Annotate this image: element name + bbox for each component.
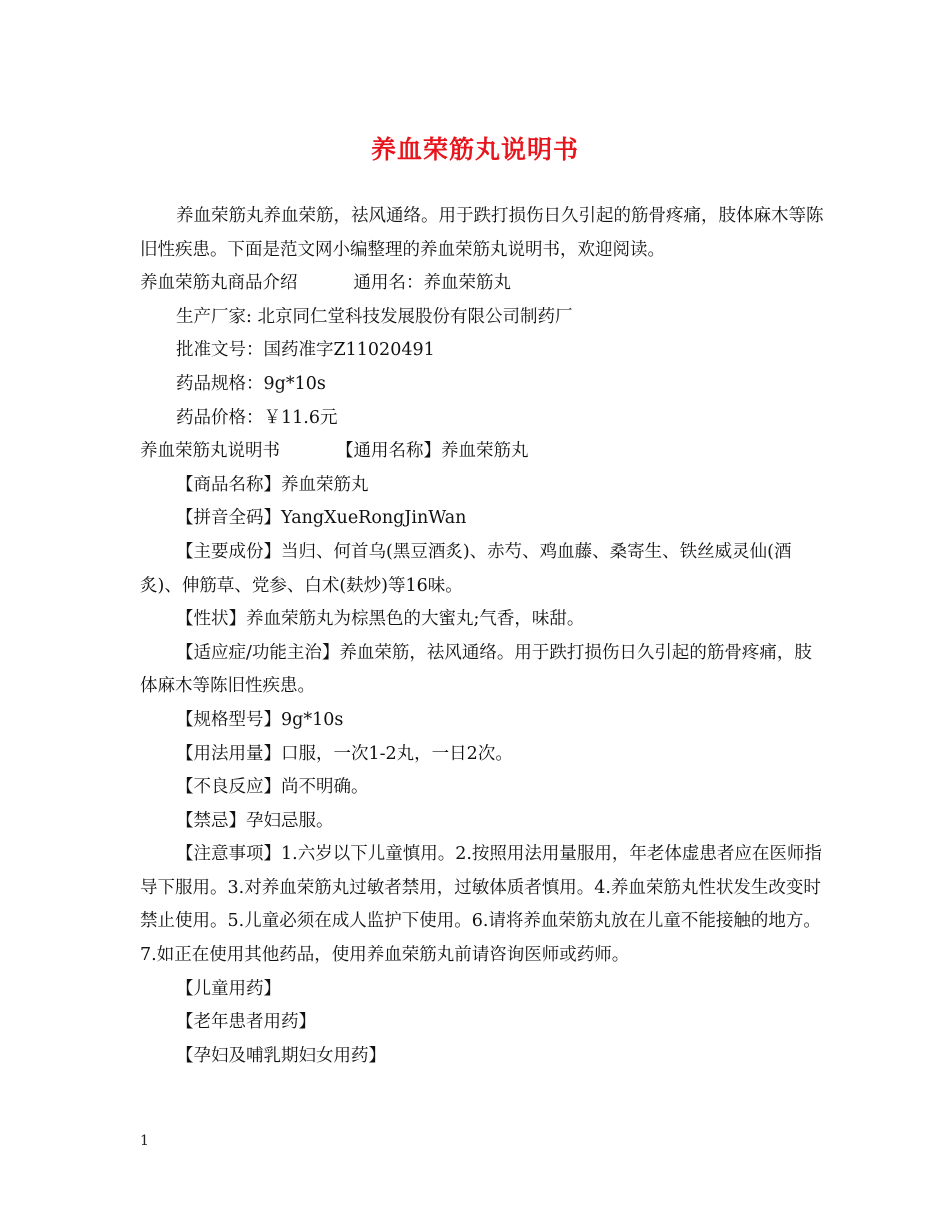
product-intro-item: 生产厂家: 北京同仁堂科技发展股份有限公司制药厂 <box>176 306 573 327</box>
manual-item: 【老年患者用药】 <box>176 1012 316 1033</box>
manual-item: 【不良反应】尚不明确。 <box>176 777 369 798</box>
document-body <box>140 200 824 1073</box>
manual-first-item: 【通用名称】养血荣筋丸 <box>336 441 529 462</box>
manual-item: 【儿童用药】 <box>176 978 281 999</box>
manual-item: 【禁忌】孕妇忌服。 <box>176 810 334 831</box>
manual-item: 【拼音全码】YangXueRongJinWan <box>176 508 467 529</box>
product-intro-line <box>140 267 824 301</box>
product-intro-item: 批准文号：国药准字Z11020491 <box>176 340 435 361</box>
product-intro-heading: 养血荣筋丸商品介绍 <box>140 273 298 294</box>
intro-paragraph: 养血荣筋丸养血荣筋，祛风通络。用于跌打损伤日久引起的筋骨疼痛，肢体麻木等陈旧性疾患。下面是范文网小编整理的养血荣筋丸说明书，欢迎阅读。 <box>140 206 824 260</box>
manual-item: 【孕妇及哺乳期妇女用药】 <box>176 1045 386 1066</box>
manual-item: 【注意事项】1.六岁以下儿童慎用。2.按照用法用量服用，年老体虚患者应在医师指导下服用。3.对养血荣筋丸过敏者禁用，过敏体质者慎用。4.养血荣筋丸性状发生改变时禁止使用。5.儿童必须在成人监护下使用。6.请将养血荣筋丸放在儿童不能接触的地方。7.如正在使用其他药品，使用养血荣筋丸前请咨询医师或药师。 <box>140 844 822 966</box>
product-intro-first-item: 通用名：养血荣筋丸 <box>353 273 511 294</box>
manual-item: 【用法用量】口服，一次1-2丸，一日2次。 <box>176 743 513 764</box>
manual-line <box>140 435 824 469</box>
product-intro-item: 药品价格：￥11.6元 <box>176 407 338 428</box>
manual-item: 【性状】养血荣筋丸为棕黑色的大蜜丸;气香，味甜。 <box>176 609 585 630</box>
manual-item: 【主要成份】当归、何首乌(黑豆酒炙)、赤芍、鸡血藤、桑寄生、铁丝威灵仙(酒炙)、伸筋草、党参、白术(麸炒)等16味。 <box>140 541 792 596</box>
page-title: 养血荣筋丸说明书 <box>370 135 579 164</box>
manual-item: 【适应症/功能主治】养血荣筋，祛风通络。用于跌打损伤日久引起的筋骨疼痛，肢体麻木等陈旧性疾患。 <box>140 642 812 697</box>
manual-item: 【规格型号】9g*10s <box>176 709 344 730</box>
manual-item: 【商品名称】养血荣筋丸 <box>176 474 369 495</box>
product-intro-item: 药品规格：9g*10s <box>176 373 326 394</box>
page-number: 1 <box>140 1133 149 1149</box>
manual-heading: 养血荣筋丸说明书 <box>140 441 280 462</box>
